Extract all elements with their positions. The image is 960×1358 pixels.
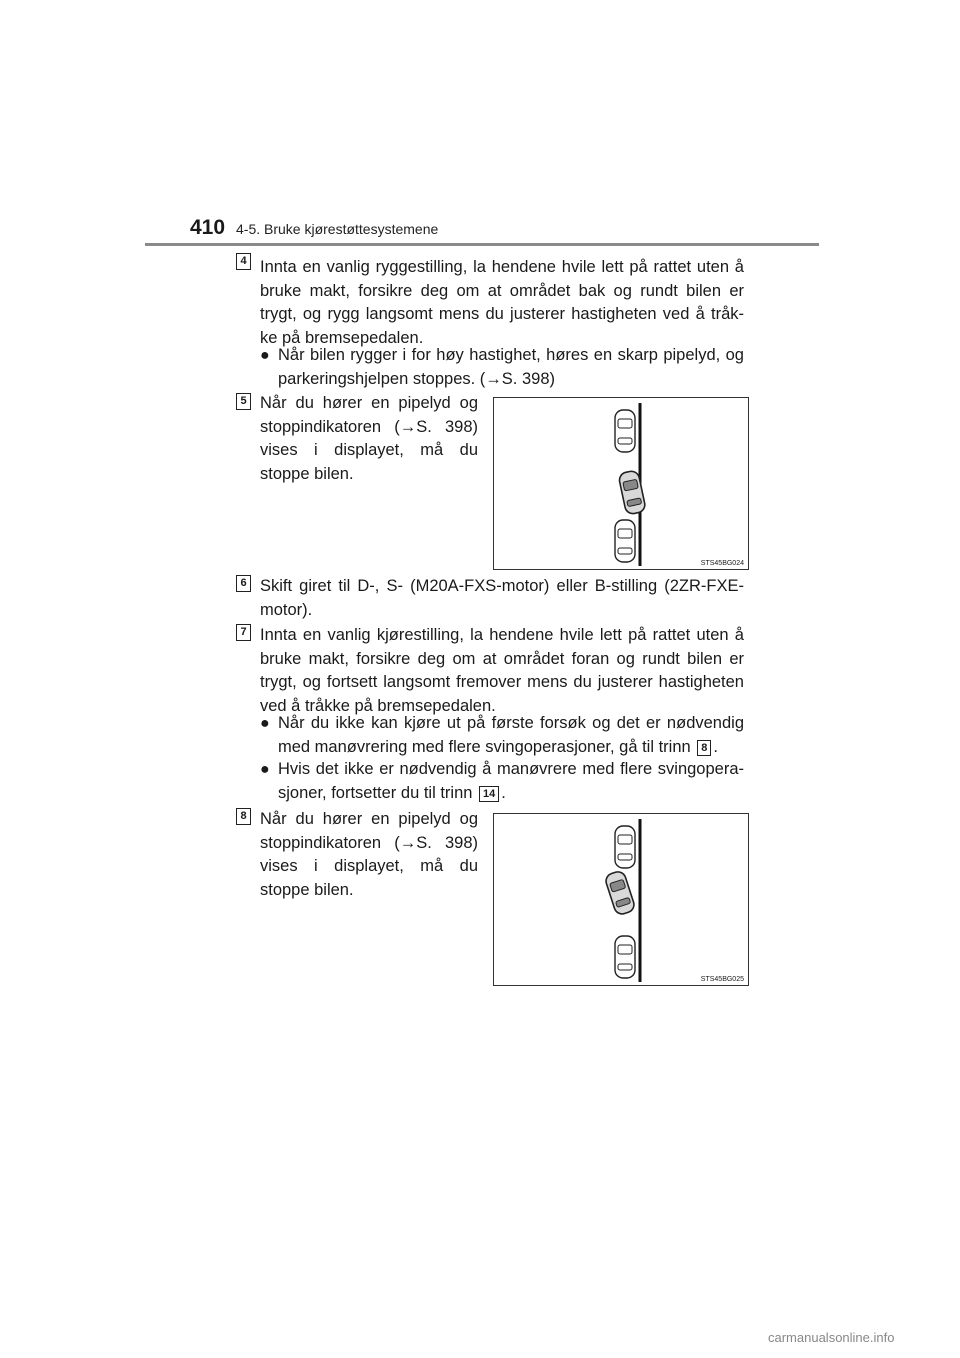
- step-7-bullet-2: [260, 758, 744, 805]
- step-7-bullet-1: [260, 712, 744, 759]
- parked-car-rear: [615, 936, 635, 978]
- step-4-bullet: [260, 344, 744, 391]
- header-divider: [145, 243, 819, 246]
- bullet-end: .: [501, 783, 506, 802]
- step-badge-8: 8: [236, 808, 251, 825]
- page-number: 410: [190, 216, 226, 239]
- step-badge-6: 6: [236, 575, 251, 592]
- step-ref-14[interactable]: 14: [479, 786, 499, 802]
- parking-figure-1: [493, 397, 749, 570]
- step-6-text: Skift giret til D-, S- (M20A-FXS-motor) eller B-stilling (2ZR-FXE-motor).: [260, 577, 744, 619]
- parked-car-front: [615, 410, 635, 452]
- step-ref-8[interactable]: 8: [697, 740, 711, 756]
- step-5-text: Når du hører en pipelyd og stoppindikatoren (→S. 398) vises i displayet, må du stoppe bilen.: [260, 394, 478, 483]
- bullet-text: Hvis det ikke er nødvendig å manøvrere med flere svingopera-sjoner, fortsetter du til trinn: [278, 760, 744, 802]
- bullet-dot: ●: [260, 347, 270, 364]
- watermark: carmanualsonline.info: [768, 1330, 895, 1345]
- step-badge-7: 7: [236, 624, 251, 641]
- own-car: [604, 870, 636, 916]
- parking-illustration-1: [494, 398, 750, 571]
- bullet-text: Når bilen rygger i for høy hastighet, høres en skarp pipelyd, og parkeringshjelpen stoppes. (→S. 398): [278, 346, 744, 388]
- parking-illustration-2: [494, 814, 750, 987]
- figure-id: STS45BG024: [700, 560, 744, 567]
- parked-car-rear: [615, 520, 635, 562]
- parking-figure-2: [493, 813, 749, 986]
- bullet-end: .: [713, 737, 719, 756]
- step-4-text: Innta en vanlig ryggestilling, la hendene hvile lett på rattet uten å bruke makt, forsikre deg om at området bak og rundt bilen er trygt, og rygg langsomt mens du justerer hastigheten ved å tråk-ke på bremsepedalen.: [260, 258, 744, 347]
- step-badge-4: 4: [236, 253, 251, 270]
- bullet-text: Når du ikke kan kjøre ut på første forsøk og det er nødvendig med manøvrering med flere svingoperasjoner, gå til trinn: [278, 714, 744, 756]
- own-car: [618, 470, 646, 515]
- step-8-text: Når du hører en pipelyd og stoppindikatoren (→S. 398) vises i displayet, må du stoppe bilen.: [260, 810, 478, 899]
- parked-car-front: [615, 826, 635, 868]
- section-title: 4-5. Bruke kjørestøttesystemene: [236, 221, 439, 237]
- figure-id: STS45BG025: [700, 976, 744, 983]
- bullet-dot: ●: [260, 715, 270, 732]
- step-badge-5: 5: [236, 393, 251, 410]
- step-7-text: Innta en vanlig kjørestilling, la hendene hvile lett på rattet uten å bruke makt, forsikre deg om at området foran og rundt bilen er trygt, og fortsett langsomt fremover mens du justerer hastigheten ved å tråkke på bremsepedalen.: [260, 626, 744, 715]
- bullet-dot: ●: [260, 761, 270, 778]
